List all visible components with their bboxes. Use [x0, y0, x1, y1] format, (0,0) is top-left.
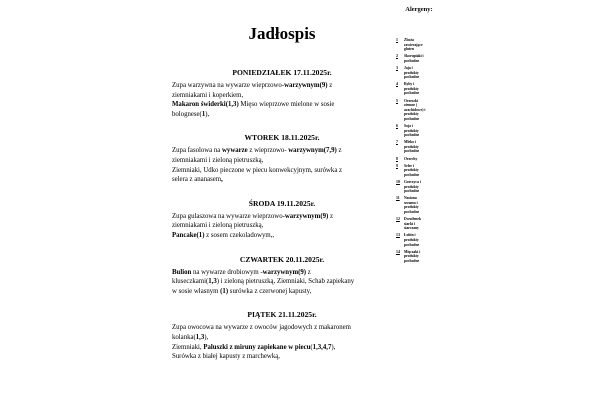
allergen-name-line: produkty [404, 254, 419, 259]
menu-text: ), [204, 333, 209, 341]
allergen-name-line: produkty [404, 86, 419, 91]
allergen-name-line: Zboża [404, 38, 414, 42]
allergen-number: 8 [396, 156, 398, 161]
allergen-name-line: arachidowe) i [404, 107, 426, 112]
menu-text: z wieprzowo- [247, 147, 289, 155]
allergen-item [396, 217, 442, 231]
allergen-name-line: produkty [404, 168, 419, 173]
allergen-name-line: Soja i [404, 124, 413, 128]
menu-text: Zupa gulaszowa na wywarze wieprzowo- [172, 212, 285, 220]
allergen-name-line: Seler i [404, 163, 414, 168]
menu-text: kolanka( [172, 333, 196, 341]
allergen-name [404, 99, 442, 122]
menu-text: Zupa owocowa na wywarze z owoców jagodowych z makaronem [172, 324, 351, 332]
allergens-list [396, 38, 442, 263]
allergen-number: 4 [396, 82, 398, 87]
allergen-name-line: Orzeszki [404, 98, 418, 103]
allergen-name-line: sezamu i [404, 200, 418, 205]
allergen-name-line: Gorczyca i [404, 179, 421, 184]
allergen-name-line: Mleko i [404, 140, 416, 145]
allergen-name-line: Jaja i [404, 65, 413, 70]
allergen-name-line: pochodne [404, 210, 420, 214]
menu-line [172, 343, 396, 353]
day-menu [172, 146, 396, 184]
menu-text: Surówka z białej kapusty z marchewką, [172, 353, 280, 361]
menu-text-bold: Pancake(1) [172, 231, 205, 239]
allergen-item [396, 38, 442, 52]
allergen-name-line: Mięczaki i [404, 249, 421, 254]
menu-text: selera z ananasem [172, 176, 222, 184]
allergen-name [404, 157, 442, 162]
allergen-name-line: pochodne [404, 149, 420, 154]
menu-text: w sosie własnym [172, 287, 221, 295]
allergen-item [396, 66, 442, 80]
allergen-item [396, 196, 442, 214]
allergen-name-line: Nasiona [404, 196, 417, 201]
menu-text-bold: 1 [201, 110, 206, 118]
menu-text-bold: warzywnym(9) [284, 212, 329, 220]
allergen-name-line: Ryby i [404, 82, 415, 87]
menu-text: surówka z czerwonej kapusty, [228, 287, 312, 295]
menu-text-bold: 1,3 [195, 333, 205, 341]
allergen-item [396, 233, 442, 247]
allergen-name-line: produkty [404, 237, 419, 242]
allergen-name-line: produkty [404, 70, 419, 75]
allergen-name [404, 196, 442, 214]
menu-column [168, 24, 396, 376]
allergen-name [404, 66, 442, 80]
menu-text: na wywarze drobiowym - [191, 268, 263, 276]
day-menu [172, 212, 396, 241]
allergen-name-line: pochodne [404, 189, 420, 194]
days-list [168, 68, 396, 362]
menu-text-bold: warzywnym(9) [284, 82, 328, 89]
allergen-name [404, 250, 442, 264]
allergen-number: 14 [396, 249, 400, 254]
allergen-name-line: zawierające [404, 42, 423, 47]
menu-text: Zupa fasolowa na [172, 147, 223, 155]
allergen-number: 12 [396, 217, 400, 222]
allergen-item [396, 82, 442, 96]
allergen-name-line: siarczany [404, 226, 419, 231]
allergen-name-line: pochodne [404, 133, 420, 138]
day-section [168, 199, 396, 241]
allergen-name-line: produkty [404, 144, 419, 149]
menu-text: Ziemniaki, [172, 343, 204, 351]
menu-text: z [328, 212, 333, 220]
menu-line [172, 212, 396, 222]
allergen-name-line: produkty [404, 112, 419, 117]
day-menu [172, 268, 396, 297]
allergen-number: 13 [396, 233, 400, 238]
allergen-number: 3 [396, 65, 398, 70]
allergen-item [396, 140, 442, 154]
allergen-name [404, 124, 442, 138]
day-header: PIĄTEK 21.11.2025r. [247, 310, 317, 320]
allergen-number: 10 [396, 179, 400, 184]
menu-text-bold: warzywnym(7,9) [288, 147, 337, 155]
menu-text-bold: , [221, 176, 223, 184]
allergen-number: 5 [396, 98, 398, 103]
allergen-item [396, 250, 442, 264]
menu-text: kluseczkami( [172, 278, 209, 286]
menu-text: ziemniakami i koperkiem, [172, 91, 244, 99]
allergen-number: 9 [396, 163, 398, 168]
allergen-name [404, 38, 442, 52]
allergen-name-line: produkty [404, 184, 419, 189]
day-header: WTOREK 18.11.2025r. [244, 133, 320, 143]
allergen-name-line: Orzechy [404, 156, 418, 161]
allergen-name-line: pochodne [404, 58, 420, 63]
menu-text: Mięso wieprzowe mielone w sosie [238, 101, 335, 109]
menu-text-bold: Makaron świderki(1,3) [172, 101, 239, 109]
menu-line [172, 221, 396, 231]
allergen-name [404, 140, 442, 154]
allergen-name [404, 180, 442, 194]
menu-text: Zupa warzywna na wywarze wieprzowo- [172, 82, 285, 89]
menu-line [172, 175, 396, 185]
menu-line [172, 268, 396, 278]
menu-line [172, 146, 396, 156]
allergen-name-line: Dwutlenek [404, 217, 422, 222]
allergen-name-line: pochodne [404, 242, 420, 247]
menu-line [172, 333, 396, 343]
menu-text: ), [331, 343, 336, 351]
allergen-name [404, 233, 442, 247]
allergen-number: 7 [396, 140, 398, 145]
menu-text: ziemniakami i zieloną pietruszką, [172, 222, 264, 230]
allergen-item [396, 180, 442, 194]
day-section [168, 255, 396, 297]
day-section [168, 133, 396, 184]
allergen-name-line: pochodne [404, 75, 420, 80]
allergen-item [396, 124, 442, 138]
menu-text: z sosem czekoladowym,, [204, 231, 275, 239]
menu-text-bold: Bulion [172, 268, 192, 276]
menu-text-bold: 1,3,4,7 [312, 343, 332, 351]
menu-text-bold: 1,3 [208, 278, 217, 286]
allergen-name [404, 164, 442, 178]
allergen-name-line: ziemne ( [404, 103, 418, 108]
page-title: Jadłospis [248, 24, 316, 43]
allergen-name-line: gluten [404, 47, 414, 52]
allergen-name-line: siarki i [404, 221, 415, 226]
allergen-name-line: produkty [404, 128, 419, 133]
allergen-number: 1 [396, 38, 398, 42]
menu-text: bolognese( [172, 110, 202, 118]
menu-text: z [306, 268, 311, 276]
menu-text: Ziemniaki, Udko pieczone w piecu konwekcyjnym, surówka z [172, 166, 343, 174]
allergen-name-line: pochodne [404, 116, 420, 121]
menu-line [172, 81, 396, 91]
allergen-name-line: produkty [404, 205, 419, 210]
day-header: ŚRODA 19.11.2025r. [248, 198, 316, 208]
day-section [168, 310, 396, 361]
allergen-item [396, 54, 442, 63]
allergen-name-line: Łubin i [404, 233, 416, 238]
allergen-name-line: pochodne [404, 91, 420, 96]
day-header: CZWARTEK 20.11.2025r. [239, 254, 325, 264]
menu-line [172, 323, 396, 333]
menu-text: ziemniakami i zieloną pietruszką, [172, 156, 264, 164]
day-section [168, 68, 396, 119]
allergen-number: 2 [396, 54, 398, 59]
allergen-item [396, 164, 442, 178]
menu-text-bold: Paluszki z miruny zapiekane w piecu [203, 343, 311, 351]
menu-text: z [327, 82, 333, 89]
menu-line [172, 156, 396, 166]
allergen-number: 11 [396, 196, 400, 201]
allergens-sidebar [396, 6, 442, 266]
menu-text: z [336, 147, 342, 155]
menu-text-bold: warzywnym(9) [262, 268, 307, 276]
allergen-number: 6 [396, 124, 398, 128]
allergen-name [404, 217, 442, 231]
menu-text: ), [205, 110, 210, 118]
allergen-name-line: Skorupiaki i [404, 54, 424, 59]
allergen-name-line: pochodne [404, 172, 420, 177]
menu-text: ) i zieloną pietruszką, Ziemniaki, Schab zapiekany [216, 278, 355, 286]
day-menu [172, 81, 396, 119]
allergen-name [404, 54, 442, 63]
allergens-title: Alergeny: [405, 6, 433, 13]
menu-text-bold: wywarze [222, 147, 248, 155]
menu-text: ( [310, 343, 313, 351]
menu-line [172, 287, 396, 297]
menu-line [172, 110, 396, 120]
menu-text-bold: (1) [220, 287, 229, 295]
menu-line [172, 100, 396, 110]
menu-line [172, 352, 396, 362]
allergen-item [396, 157, 442, 162]
allergen-name-line: pochodne [404, 258, 420, 263]
day-menu [172, 323, 396, 361]
allergen-name [404, 82, 442, 96]
menu-line [172, 91, 396, 101]
menu-line [172, 166, 396, 176]
allergen-item [396, 99, 442, 122]
menu-line [172, 277, 396, 287]
day-header: PONIEDZIAŁEK 17.11.2025r. [232, 68, 332, 77]
menu-line [172, 231, 396, 241]
